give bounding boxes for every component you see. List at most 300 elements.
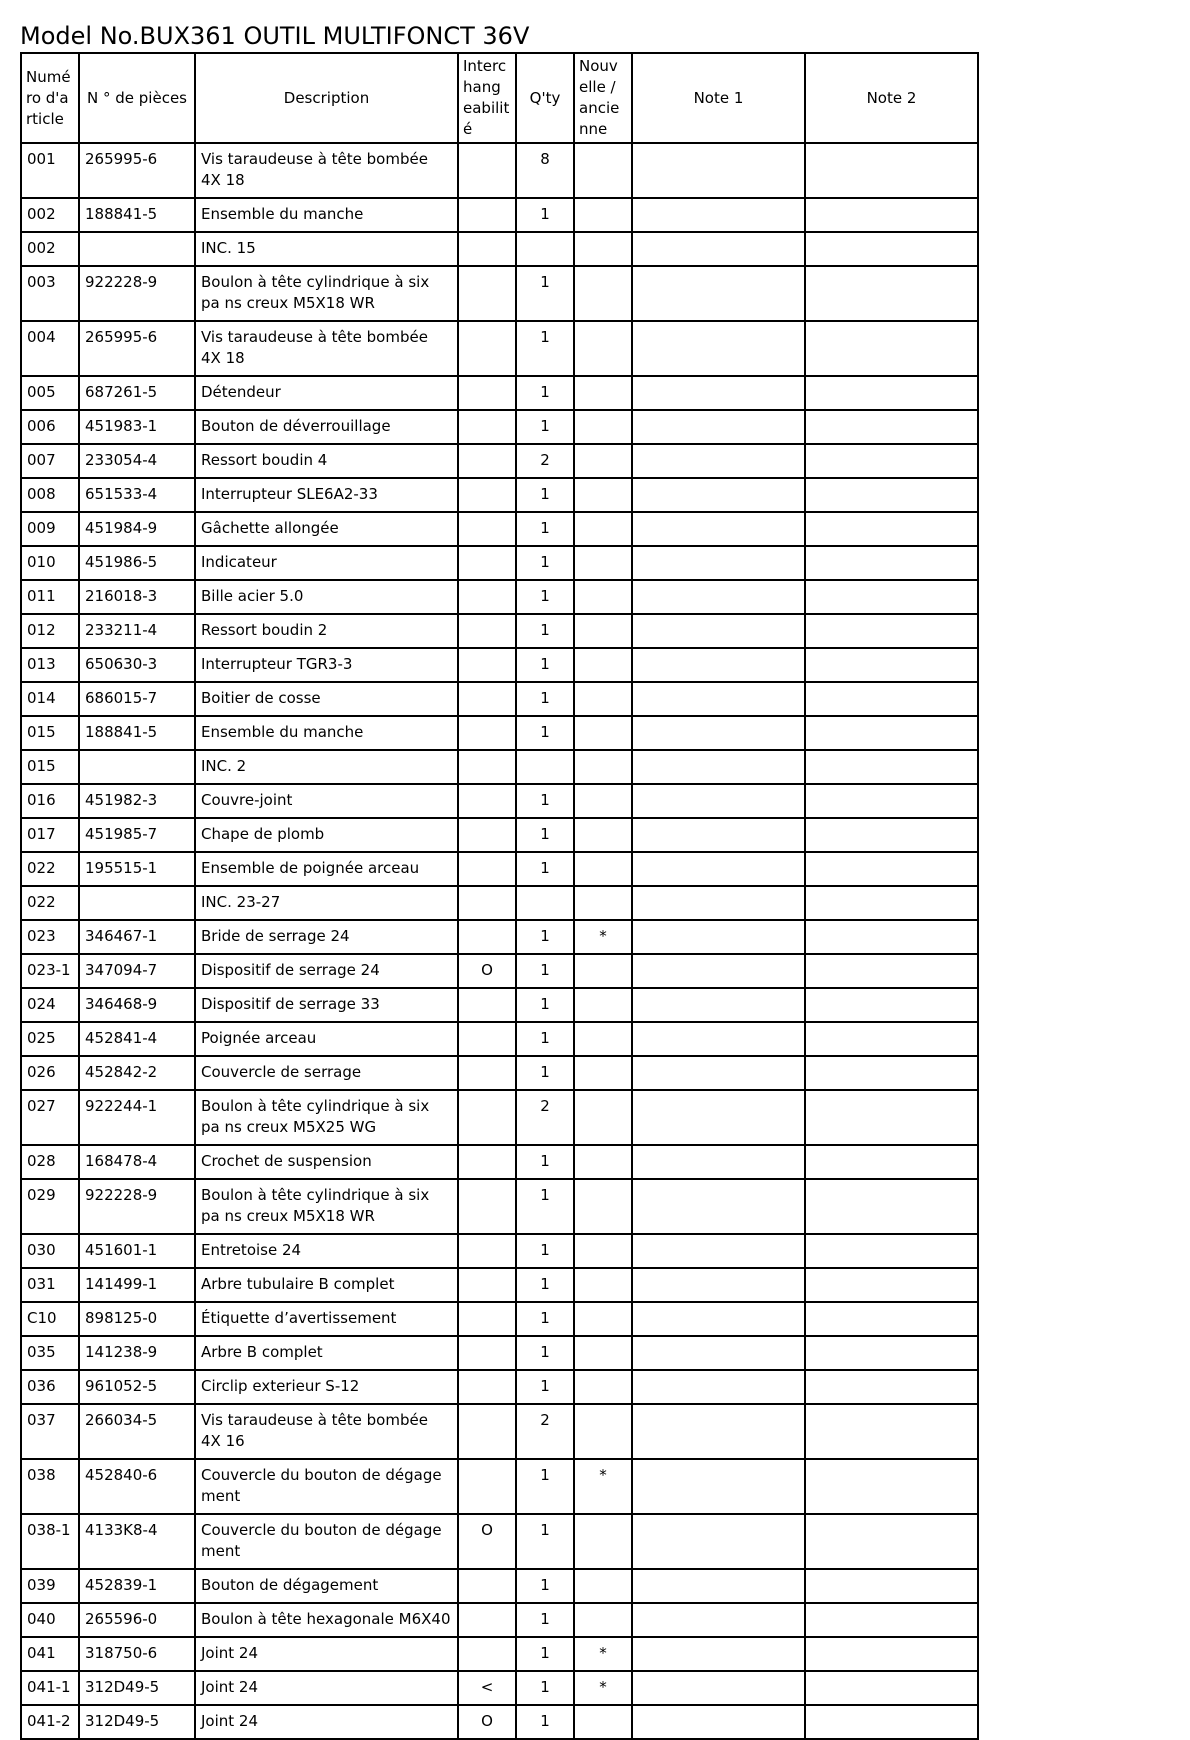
cell-item-number: 007 bbox=[21, 444, 79, 478]
cell-interchangeability bbox=[458, 1459, 516, 1514]
cell-description: Gâchette allongée bbox=[195, 512, 458, 546]
cell-description: INC. 2 bbox=[195, 750, 458, 784]
cell-part-number: 265596-0 bbox=[79, 1603, 195, 1637]
cell-part-number: 961052-5 bbox=[79, 1370, 195, 1404]
table-row bbox=[21, 818, 978, 852]
table-row bbox=[21, 580, 978, 614]
cell-note-1 bbox=[632, 852, 805, 886]
cell-part-number: 233211-4 bbox=[79, 614, 195, 648]
cell-quantity: 2 bbox=[516, 1090, 574, 1145]
cell-description: Indicateur bbox=[195, 546, 458, 580]
cell-description: Ressort boudin 2 bbox=[195, 614, 458, 648]
cell-interchangeability bbox=[458, 818, 516, 852]
table-row bbox=[21, 546, 978, 580]
cell-part-number: 346468-9 bbox=[79, 988, 195, 1022]
cell-note-1 bbox=[632, 648, 805, 682]
cell-interchangeability bbox=[458, 614, 516, 648]
cell-part-number: 265995-6 bbox=[79, 143, 195, 198]
table-row bbox=[21, 886, 978, 920]
table-row bbox=[21, 1705, 978, 1739]
table-row bbox=[21, 410, 978, 444]
cell-note-1 bbox=[632, 1370, 805, 1404]
cell-note-1 bbox=[632, 321, 805, 376]
cell-note-1 bbox=[632, 1179, 805, 1234]
table-row bbox=[21, 648, 978, 682]
cell-note-1 bbox=[632, 1090, 805, 1145]
cell-note-1 bbox=[632, 716, 805, 750]
cell-quantity: 1 bbox=[516, 1179, 574, 1234]
header-part-number: N ° de pièces bbox=[79, 53, 195, 143]
cell-new-old bbox=[574, 478, 632, 512]
table-row bbox=[21, 988, 978, 1022]
cell-item-number: 037 bbox=[21, 1404, 79, 1459]
header-note-2: Note 2 bbox=[805, 53, 978, 143]
cell-new-old bbox=[574, 1022, 632, 1056]
cell-interchangeability bbox=[458, 1234, 516, 1268]
cell-note-1 bbox=[632, 1022, 805, 1056]
cell-part-number: 452839-1 bbox=[79, 1569, 195, 1603]
table-row bbox=[21, 143, 978, 198]
cell-part-number: 451982-3 bbox=[79, 784, 195, 818]
cell-new-old bbox=[574, 376, 632, 410]
table-row bbox=[21, 716, 978, 750]
cell-quantity: 1 bbox=[516, 852, 574, 886]
cell-new-old bbox=[574, 954, 632, 988]
cell-new-old: * bbox=[574, 1671, 632, 1705]
table-row bbox=[21, 1056, 978, 1090]
cell-new-old bbox=[574, 1302, 632, 1336]
cell-note-1 bbox=[632, 1302, 805, 1336]
cell-new-old bbox=[574, 1514, 632, 1569]
cell-quantity: 1 bbox=[516, 580, 574, 614]
table-row bbox=[21, 852, 978, 886]
cell-note-2 bbox=[805, 1514, 978, 1569]
cell-item-number: 001 bbox=[21, 143, 79, 198]
cell-new-old bbox=[574, 143, 632, 198]
cell-description: Couvercle de serrage bbox=[195, 1056, 458, 1090]
cell-note-2 bbox=[805, 1022, 978, 1056]
cell-new-old bbox=[574, 818, 632, 852]
cell-description: Boulon à tête cylindrique à six pa ns creux M5X18 WR bbox=[195, 1179, 458, 1234]
cell-interchangeability bbox=[458, 1404, 516, 1459]
table-row bbox=[21, 1022, 978, 1056]
cell-note-2 bbox=[805, 1370, 978, 1404]
parts-table bbox=[20, 52, 979, 1740]
header-row bbox=[21, 53, 978, 143]
cell-part-number: 922228-9 bbox=[79, 1179, 195, 1234]
cell-interchangeability bbox=[458, 1179, 516, 1234]
cell-part-number: 233054-4 bbox=[79, 444, 195, 478]
cell-note-2 bbox=[805, 988, 978, 1022]
table-row bbox=[21, 321, 978, 376]
cell-note-2 bbox=[805, 784, 978, 818]
cell-new-old bbox=[574, 580, 632, 614]
cell-item-number: 017 bbox=[21, 818, 79, 852]
cell-part-number: 312D49-5 bbox=[79, 1671, 195, 1705]
cell-quantity: 1 bbox=[516, 1671, 574, 1705]
cell-item-number: 025 bbox=[21, 1022, 79, 1056]
cell-note-2 bbox=[805, 143, 978, 198]
cell-new-old bbox=[574, 1705, 632, 1739]
cell-item-number: 022 bbox=[21, 886, 79, 920]
cell-description: Couvre-joint bbox=[195, 784, 458, 818]
header-description: Description bbox=[195, 53, 458, 143]
cell-item-number: 005 bbox=[21, 376, 79, 410]
header-new-old: Nouv elle / ancie nne bbox=[574, 53, 632, 143]
cell-note-1 bbox=[632, 266, 805, 321]
cell-quantity: 1 bbox=[516, 1234, 574, 1268]
cell-quantity: 1 bbox=[516, 648, 574, 682]
cell-new-old bbox=[574, 886, 632, 920]
cell-quantity: 1 bbox=[516, 1302, 574, 1336]
cell-note-2 bbox=[805, 716, 978, 750]
cell-interchangeability: O bbox=[458, 1705, 516, 1739]
cell-part-number: 922228-9 bbox=[79, 266, 195, 321]
cell-item-number: 012 bbox=[21, 614, 79, 648]
cell-quantity: 1 bbox=[516, 818, 574, 852]
cell-note-2 bbox=[805, 818, 978, 852]
cell-new-old bbox=[574, 1268, 632, 1302]
table-row bbox=[21, 1090, 978, 1145]
cell-note-1 bbox=[632, 1336, 805, 1370]
cell-new-old bbox=[574, 1336, 632, 1370]
cell-interchangeability bbox=[458, 988, 516, 1022]
table-row bbox=[21, 444, 978, 478]
cell-interchangeability bbox=[458, 478, 516, 512]
cell-note-2 bbox=[805, 1234, 978, 1268]
cell-note-1 bbox=[632, 750, 805, 784]
table-row bbox=[21, 376, 978, 410]
cell-interchangeability bbox=[458, 920, 516, 954]
cell-new-old bbox=[574, 410, 632, 444]
cell-item-number: 002 bbox=[21, 198, 79, 232]
cell-note-2 bbox=[805, 478, 978, 512]
table-row bbox=[21, 1336, 978, 1370]
cell-part-number: 452841-4 bbox=[79, 1022, 195, 1056]
cell-item-number: 016 bbox=[21, 784, 79, 818]
cell-note-1 bbox=[632, 478, 805, 512]
table-row bbox=[21, 784, 978, 818]
cell-description: Détendeur bbox=[195, 376, 458, 410]
cell-note-1 bbox=[632, 232, 805, 266]
cell-interchangeability bbox=[458, 266, 516, 321]
cell-interchangeability: < bbox=[458, 1671, 516, 1705]
cell-note-2 bbox=[805, 1302, 978, 1336]
cell-quantity: 1 bbox=[516, 784, 574, 818]
header-item-number: Numé ro d'a rticle bbox=[21, 53, 79, 143]
cell-new-old bbox=[574, 750, 632, 784]
cell-new-old: * bbox=[574, 920, 632, 954]
cell-new-old bbox=[574, 1404, 632, 1459]
cell-note-1 bbox=[632, 546, 805, 580]
table-row bbox=[21, 1370, 978, 1404]
cell-item-number: 039 bbox=[21, 1569, 79, 1603]
cell-item-number: 003 bbox=[21, 266, 79, 321]
cell-item-number: 028 bbox=[21, 1145, 79, 1179]
cell-quantity: 1 bbox=[516, 1145, 574, 1179]
cell-interchangeability bbox=[458, 376, 516, 410]
cell-interchangeability bbox=[458, 143, 516, 198]
cell-note-1 bbox=[632, 1569, 805, 1603]
cell-note-1 bbox=[632, 784, 805, 818]
cell-note-2 bbox=[805, 886, 978, 920]
cell-part-number: 346467-1 bbox=[79, 920, 195, 954]
cell-item-number: 014 bbox=[21, 682, 79, 716]
cell-new-old bbox=[574, 1603, 632, 1637]
cell-item-number: 031 bbox=[21, 1268, 79, 1302]
table-row bbox=[21, 1637, 978, 1671]
table-row bbox=[21, 1514, 978, 1569]
cell-note-1 bbox=[632, 410, 805, 444]
table-row bbox=[21, 954, 978, 988]
cell-note-2 bbox=[805, 444, 978, 478]
cell-note-1 bbox=[632, 1514, 805, 1569]
table-row bbox=[21, 920, 978, 954]
table-row bbox=[21, 614, 978, 648]
cell-interchangeability bbox=[458, 852, 516, 886]
cell-quantity: 1 bbox=[516, 1336, 574, 1370]
table-row bbox=[21, 198, 978, 232]
cell-quantity: 1 bbox=[516, 266, 574, 321]
table-row bbox=[21, 1671, 978, 1705]
cell-part-number: 141499-1 bbox=[79, 1268, 195, 1302]
table-row bbox=[21, 1404, 978, 1459]
cell-note-1 bbox=[632, 1268, 805, 1302]
table-row bbox=[21, 1268, 978, 1302]
cell-note-1 bbox=[632, 512, 805, 546]
cell-quantity: 1 bbox=[516, 1056, 574, 1090]
cell-quantity: 1 bbox=[516, 512, 574, 546]
cell-note-1 bbox=[632, 1234, 805, 1268]
cell-description: Ressort boudin 4 bbox=[195, 444, 458, 478]
cell-note-1 bbox=[632, 1404, 805, 1459]
cell-description: Couvercle du bouton de dégage ment bbox=[195, 1514, 458, 1569]
cell-new-old bbox=[574, 1370, 632, 1404]
cell-part-number: 312D49-5 bbox=[79, 1705, 195, 1739]
cell-quantity: 1 bbox=[516, 988, 574, 1022]
cell-description: Vis taraudeuse à tête bombée 4X 16 bbox=[195, 1404, 458, 1459]
cell-quantity: 1 bbox=[516, 954, 574, 988]
cell-part-number: 195515-1 bbox=[79, 852, 195, 886]
cell-quantity: 1 bbox=[516, 321, 574, 376]
cell-quantity: 8 bbox=[516, 143, 574, 198]
cell-item-number: 036 bbox=[21, 1370, 79, 1404]
cell-interchangeability bbox=[458, 648, 516, 682]
cell-interchangeability bbox=[458, 410, 516, 444]
cell-description: INC. 23-27 bbox=[195, 886, 458, 920]
cell-note-2 bbox=[805, 198, 978, 232]
cell-part-number: 188841-5 bbox=[79, 198, 195, 232]
cell-description: Vis taraudeuse à tête bombée 4X 18 bbox=[195, 143, 458, 198]
cell-interchangeability bbox=[458, 198, 516, 232]
cell-interchangeability bbox=[458, 716, 516, 750]
cell-new-old bbox=[574, 266, 632, 321]
cell-note-2 bbox=[805, 1090, 978, 1145]
cell-new-old bbox=[574, 682, 632, 716]
cell-new-old: * bbox=[574, 1637, 632, 1671]
cell-part-number: 318750-6 bbox=[79, 1637, 195, 1671]
cell-part-number bbox=[79, 886, 195, 920]
cell-item-number: 015 bbox=[21, 716, 79, 750]
cell-description: Ensemble de poignée arceau bbox=[195, 852, 458, 886]
cell-part-number: 686015-7 bbox=[79, 682, 195, 716]
cell-interchangeability bbox=[458, 232, 516, 266]
cell-note-1 bbox=[632, 920, 805, 954]
cell-note-1 bbox=[632, 818, 805, 852]
cell-new-old bbox=[574, 1234, 632, 1268]
cell-description: Bouton de déverrouillage bbox=[195, 410, 458, 444]
cell-note-2 bbox=[805, 1637, 978, 1671]
cell-note-1 bbox=[632, 682, 805, 716]
cell-description: Ensemble du manche bbox=[195, 716, 458, 750]
cell-quantity: 2 bbox=[516, 1404, 574, 1459]
cell-description: Crochet de suspension bbox=[195, 1145, 458, 1179]
cell-description: Ensemble du manche bbox=[195, 198, 458, 232]
cell-description: Interrupteur SLE6A2-33 bbox=[195, 478, 458, 512]
cell-item-number: 008 bbox=[21, 478, 79, 512]
cell-item-number: 002 bbox=[21, 232, 79, 266]
cell-note-2 bbox=[805, 1569, 978, 1603]
cell-item-number: 006 bbox=[21, 410, 79, 444]
cell-description: Dispositif de serrage 24 bbox=[195, 954, 458, 988]
cell-quantity: 1 bbox=[516, 1370, 574, 1404]
cell-note-2 bbox=[805, 954, 978, 988]
cell-item-number: 024 bbox=[21, 988, 79, 1022]
cell-note-1 bbox=[632, 143, 805, 198]
cell-description: Bouton de dégagement bbox=[195, 1569, 458, 1603]
cell-quantity: 1 bbox=[516, 920, 574, 954]
cell-description: Couvercle du bouton de dégage ment bbox=[195, 1459, 458, 1514]
cell-note-2 bbox=[805, 920, 978, 954]
cell-item-number: 041-2 bbox=[21, 1705, 79, 1739]
cell-item-number: 029 bbox=[21, 1179, 79, 1234]
table-row bbox=[21, 1569, 978, 1603]
cell-note-1 bbox=[632, 1056, 805, 1090]
table-row bbox=[21, 478, 978, 512]
cell-interchangeability bbox=[458, 1336, 516, 1370]
cell-note-1 bbox=[632, 198, 805, 232]
cell-new-old bbox=[574, 321, 632, 376]
cell-note-2 bbox=[805, 546, 978, 580]
cell-interchangeability bbox=[458, 512, 516, 546]
cell-quantity: 1 bbox=[516, 716, 574, 750]
cell-quantity: 2 bbox=[516, 444, 574, 478]
cell-description: Boulon à tête cylindrique à six pa ns creux M5X25 WG bbox=[195, 1090, 458, 1145]
cell-item-number: 013 bbox=[21, 648, 79, 682]
cell-note-2 bbox=[805, 1705, 978, 1739]
cell-note-2 bbox=[805, 1603, 978, 1637]
cell-description: Boulon à tête cylindrique à six pa ns creux M5X18 WR bbox=[195, 266, 458, 321]
cell-note-2 bbox=[805, 1268, 978, 1302]
cell-description: Joint 24 bbox=[195, 1671, 458, 1705]
cell-description: Dispositif de serrage 33 bbox=[195, 988, 458, 1022]
cell-note-2 bbox=[805, 266, 978, 321]
cell-new-old: * bbox=[574, 1459, 632, 1514]
cell-note-2 bbox=[805, 750, 978, 784]
cell-item-number: 015 bbox=[21, 750, 79, 784]
cell-interchangeability bbox=[458, 1637, 516, 1671]
cell-part-number: 451986-5 bbox=[79, 546, 195, 580]
cell-description: Chape de plomb bbox=[195, 818, 458, 852]
cell-quantity: 1 bbox=[516, 1637, 574, 1671]
cell-item-number: 010 bbox=[21, 546, 79, 580]
cell-item-number: 038-1 bbox=[21, 1514, 79, 1569]
cell-note-1 bbox=[632, 954, 805, 988]
cell-item-number: 023-1 bbox=[21, 954, 79, 988]
cell-description: Poignée arceau bbox=[195, 1022, 458, 1056]
cell-quantity: 1 bbox=[516, 198, 574, 232]
cell-interchangeability bbox=[458, 580, 516, 614]
cell-interchangeability bbox=[458, 1370, 516, 1404]
cell-quantity: 1 bbox=[516, 1022, 574, 1056]
cell-description: Boulon à tête hexagonale M6X40 bbox=[195, 1603, 458, 1637]
cell-new-old bbox=[574, 546, 632, 580]
cell-note-1 bbox=[632, 444, 805, 478]
cell-new-old bbox=[574, 614, 632, 648]
cell-note-1 bbox=[632, 614, 805, 648]
cell-quantity: 1 bbox=[516, 1603, 574, 1637]
cell-item-number: 041 bbox=[21, 1637, 79, 1671]
cell-interchangeability bbox=[458, 1268, 516, 1302]
cell-item-number: 027 bbox=[21, 1090, 79, 1145]
cell-new-old bbox=[574, 988, 632, 1022]
cell-quantity: 1 bbox=[516, 1569, 574, 1603]
cell-description: Arbre tubulaire B complet bbox=[195, 1268, 458, 1302]
cell-new-old bbox=[574, 1179, 632, 1234]
cell-part-number: 898125-0 bbox=[79, 1302, 195, 1336]
cell-part-number: 216018-3 bbox=[79, 580, 195, 614]
table-row bbox=[21, 1603, 978, 1637]
cell-note-2 bbox=[805, 512, 978, 546]
cell-new-old bbox=[574, 1145, 632, 1179]
cell-interchangeability bbox=[458, 1145, 516, 1179]
cell-note-2 bbox=[805, 1056, 978, 1090]
cell-interchangeability bbox=[458, 444, 516, 478]
table-row bbox=[21, 682, 978, 716]
cell-note-1 bbox=[632, 580, 805, 614]
cell-quantity bbox=[516, 232, 574, 266]
cell-quantity: 1 bbox=[516, 1268, 574, 1302]
cell-description: Boitier de cosse bbox=[195, 682, 458, 716]
cell-new-old bbox=[574, 444, 632, 478]
cell-description: INC. 15 bbox=[195, 232, 458, 266]
cell-item-number: C10 bbox=[21, 1302, 79, 1336]
cell-note-2 bbox=[805, 580, 978, 614]
cell-part-number: 651533-4 bbox=[79, 478, 195, 512]
cell-note-2 bbox=[805, 1404, 978, 1459]
cell-interchangeability bbox=[458, 1603, 516, 1637]
cell-interchangeability bbox=[458, 1056, 516, 1090]
cell-item-number: 009 bbox=[21, 512, 79, 546]
cell-description: Bride de serrage 24 bbox=[195, 920, 458, 954]
cell-part-number: 347094-7 bbox=[79, 954, 195, 988]
cell-quantity: 1 bbox=[516, 1459, 574, 1514]
cell-new-old bbox=[574, 198, 632, 232]
cell-description: Vis taraudeuse à tête bombée 4X 18 bbox=[195, 321, 458, 376]
cell-part-number: 452842-2 bbox=[79, 1056, 195, 1090]
parts-table-body bbox=[21, 143, 978, 1739]
cell-note-2 bbox=[805, 1671, 978, 1705]
cell-note-2 bbox=[805, 1336, 978, 1370]
cell-note-2 bbox=[805, 614, 978, 648]
cell-new-old bbox=[574, 648, 632, 682]
cell-note-1 bbox=[632, 1671, 805, 1705]
header-interchangeability: Interc hang eabilit é bbox=[458, 53, 516, 143]
cell-quantity bbox=[516, 750, 574, 784]
cell-note-2 bbox=[805, 376, 978, 410]
cell-note-1 bbox=[632, 1705, 805, 1739]
cell-quantity bbox=[516, 886, 574, 920]
